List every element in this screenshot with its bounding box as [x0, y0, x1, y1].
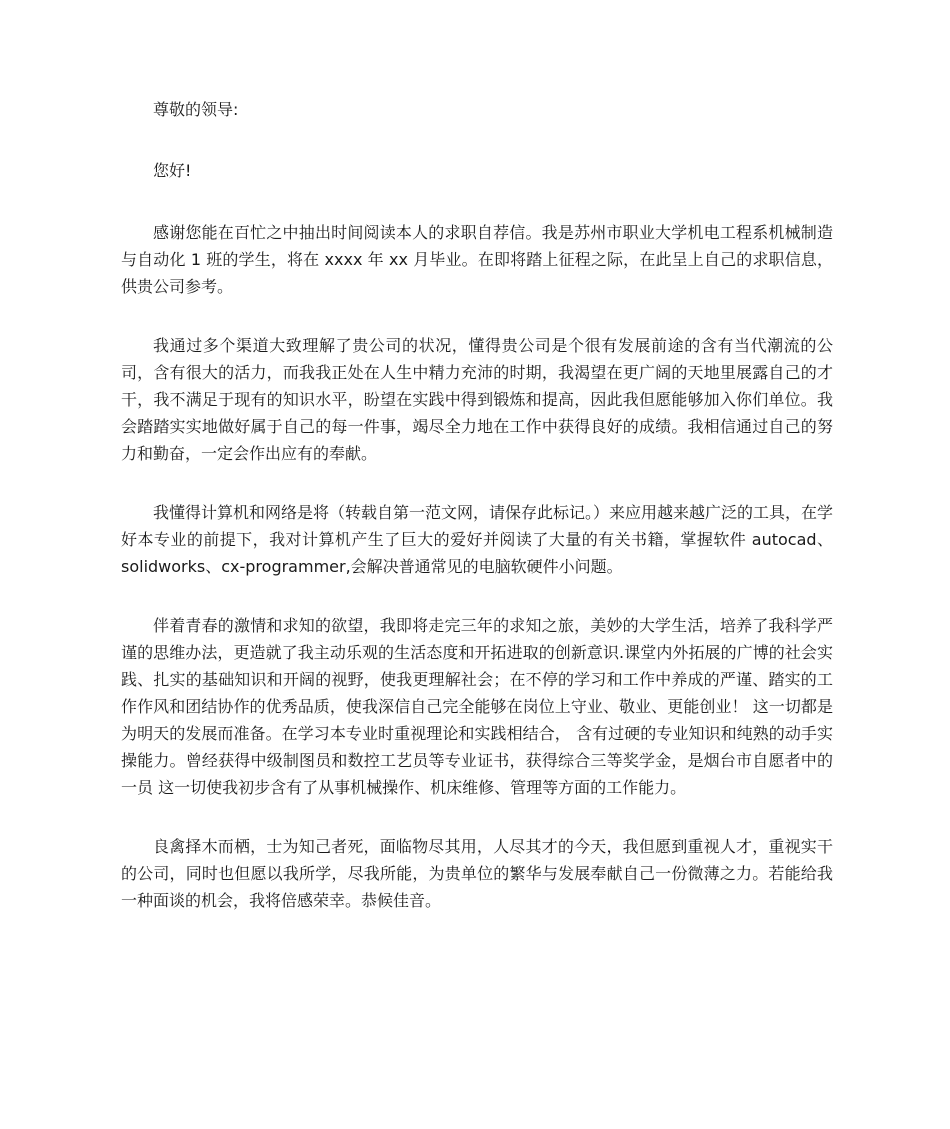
paragraph-closing: 良禽择木而栖，士为知己者死，面临物尽其用，人尽其才的今天，我但愿到重视人才，重视实干的公司，同时也但愿以我所学，尽我所能，为贵单位的繁华与发展奉献自己一份微薄之力。若能给我一种面谈的机会，我将倍感荣幸。恭候佳音。 — [121, 837, 833, 910]
greeting: 您好! — [153, 161, 192, 180]
paragraph-motivation: 我通过多个渠道大致理解了贵公司的状况，懂得贵公司是个很有发展前途的含有当代潮流的公司，含有很大的活力，而我我正处在人生中精力充沛的时期，我渴望在更广阔的天地里展露自己的才干，我不满足于现有的知识水平，盼望在实践中得到锻炼和提高，因此我但愿能够加入你们单位。我会踏踏实实地做好属于自己的每一件事，竭尽全力地在工作中获得良好的成绩。我相信通过自己的努力和勤奋，一定会作出应有的奉献。 — [121, 336, 833, 463]
salutation: 尊敬的领导: — [153, 100, 239, 119]
paragraph-computer-skills: 我懂得计算机和网络是将（转载自第一范文网，请保存此标记。）来应用越来越广泛的工具，在学好本专业的前提下，我对计算机产生了巨大的爱好并阅读了大量的有关书籍，掌握软件 autocad、solidworks、cx-programmer,会解决普通常见的电脑软硬件小问题。 — [121, 503, 834, 576]
paragraph-experience: 伴着青春的激情和求知的欲望，我即将走完三年的求知之旅，美妙的大学生活，培养了我科学严谨的思维办法，更造就了我主动乐观的生活态度和开拓进取的创新意识.课堂内外拓展的广博的社会实践、扎实的基础知识和开阔的视野，使我更理解社会；在不停的学习和工作中养成的严谨、踏实的工作作风和团结协作的优秀品质，使我深信自己完全能够在岗位上守业、敬业、更能创业！ 这一切都是为明天的发展而准备。在学习本专业时重视理论和实践相结合， 含有过硬的专业知识和纯熟的动手实操能力。曾经获得中级制图员和数控工艺员等专业证书，获得综合三等奖学金，是烟台市自愿者中的一员 这一切使我初步含有了从事机械操作、机床维修、管理等方面的工作能力。 — [121, 616, 833, 797]
cover-letter — [121, 96, 833, 946]
paragraph-introduction: 感谢您能在百忙之中抽出时间阅读本人的求职自荐信。我是苏州市职业大学机电工程系机械制造与自动化 1 班的学生，将在 xxxx 年 xx 月毕业。在即将踏上征程之际，在此呈上自己的求职信息，供贵公司参考。 — [121, 223, 833, 296]
